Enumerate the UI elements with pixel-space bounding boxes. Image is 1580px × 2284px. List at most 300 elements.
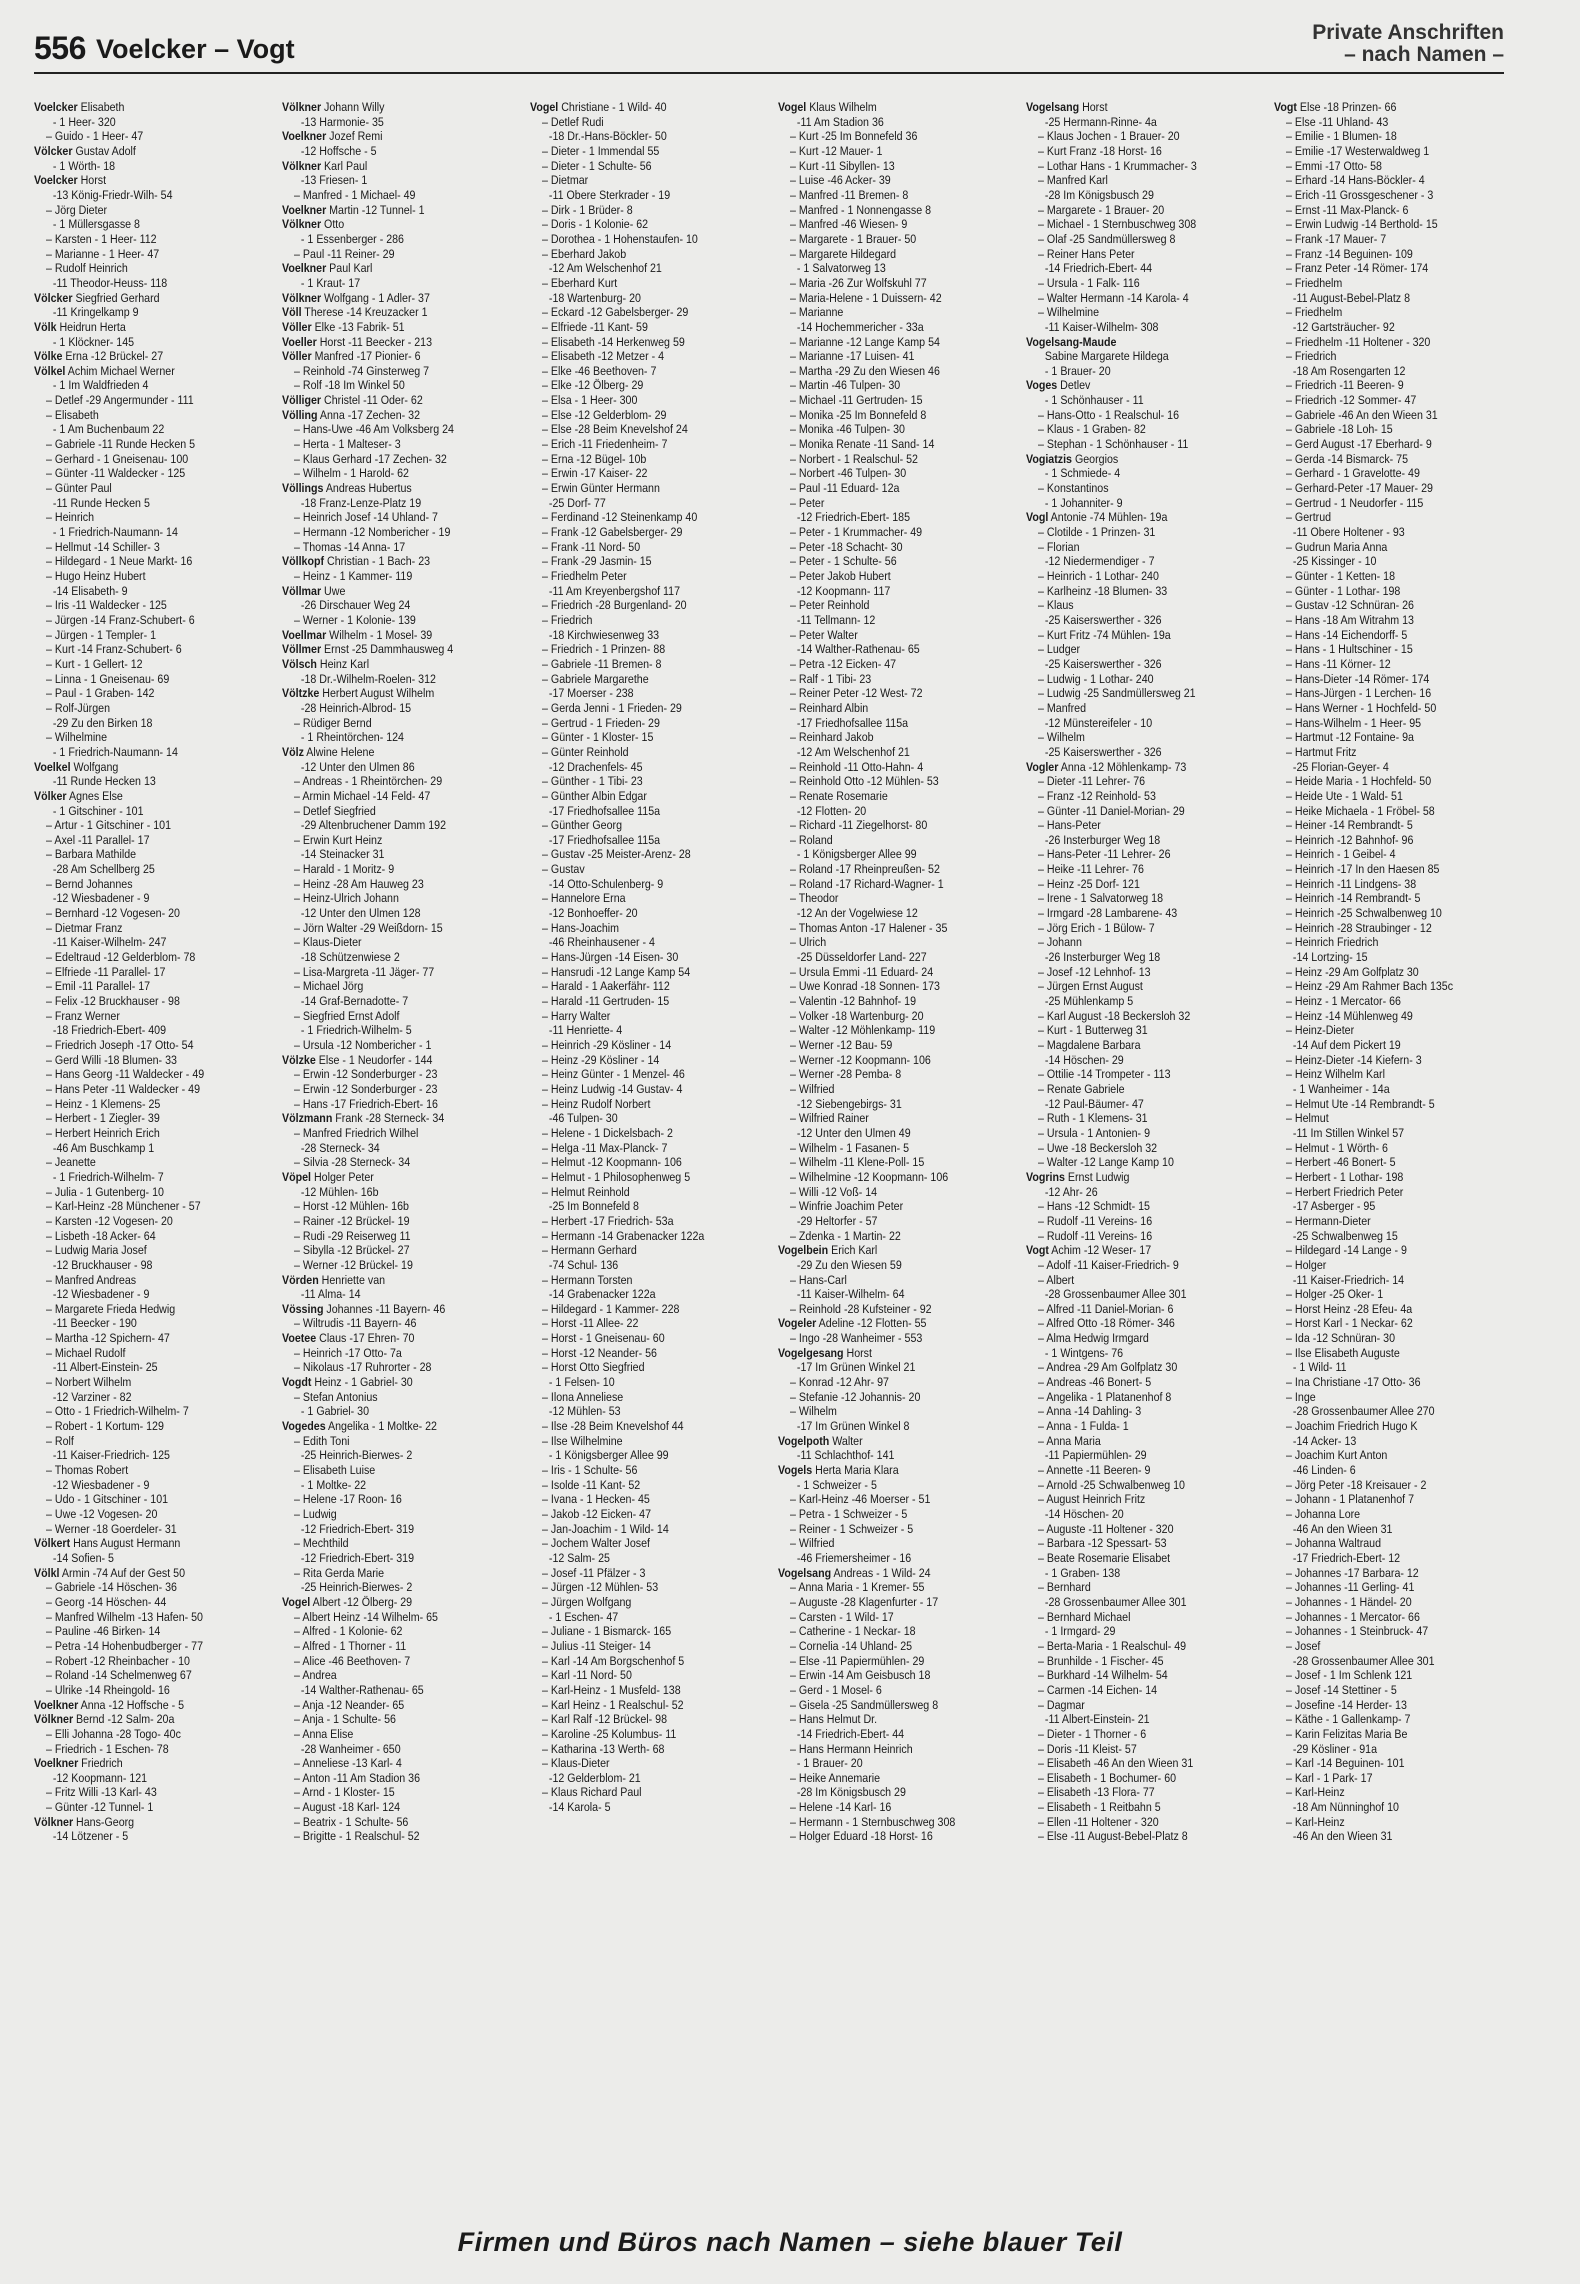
- directory-entry: [34, 1229, 270, 1244]
- directory-entry: [1026, 393, 1262, 408]
- directory-entry: [34, 1067, 270, 1082]
- directory-entry: [1026, 1199, 1262, 1214]
- entry-text: – Heinz -25 Dorf- 121: [1038, 876, 1140, 891]
- entry-surname: Völz: [282, 744, 304, 759]
- directory-entry: [778, 774, 1014, 789]
- entry-text: – Wilhelm - 1 Fasanen- 5: [790, 1140, 910, 1155]
- directory-entry: [778, 115, 1014, 130]
- entry-text: -14 Höschen- 20: [1044, 1507, 1124, 1521]
- directory-entry: [34, 496, 270, 511]
- entry-text: – Klaus Jochen - 1 Brauer- 20: [1038, 129, 1180, 144]
- entry-text: – Carsten - 1 Wild- 17: [790, 1609, 894, 1624]
- directory-entry: [34, 1243, 270, 1258]
- entry-text: - 1 Königsberger Allee 99: [548, 1448, 669, 1463]
- entry-text: – Anna Maria: [1038, 1433, 1101, 1448]
- entry-text: - 1 Müllersgasse 8: [52, 217, 140, 232]
- entry-text: -11 Albert-Einstein- 25: [52, 1360, 158, 1375]
- entry-text: – Peter: [790, 495, 825, 510]
- directory-entry: [778, 452, 1014, 467]
- entry-text: – Berta-Maria - 1 Realschul- 49: [1038, 1638, 1187, 1653]
- directory-entry: [1274, 1199, 1510, 1214]
- directory-entry: [1274, 1053, 1510, 1068]
- directory-entry: [34, 642, 270, 657]
- entry-text: – Annette -11 Beeren- 9: [1038, 1463, 1151, 1478]
- entry-text: – Käthe - 1 Gallenkamp- 7: [1286, 1712, 1411, 1727]
- directory-entry: [1274, 408, 1510, 423]
- entry-text: -12 Hoffsche - 5: [300, 143, 377, 158]
- entry-text: - 1 Gitschiner - 101: [52, 803, 144, 818]
- entry-text: – Hartmut Fritz: [1286, 744, 1357, 759]
- directory-entry: [530, 1375, 766, 1390]
- entry-text: – Karl - 1 Park- 17: [1286, 1770, 1373, 1785]
- directory-entry: [778, 1419, 1014, 1434]
- entry-text: – Bernhard -12 Vogesen- 20: [46, 906, 180, 921]
- directory-entry: [34, 994, 270, 1009]
- directory-entry: [282, 965, 518, 980]
- entry-text: – Margarete Hildegard: [790, 246, 897, 261]
- directory-entry: [1026, 1273, 1262, 1288]
- entry-text: – Stefanie -12 Johannis- 20: [790, 1389, 921, 1404]
- directory-entry: [34, 378, 270, 393]
- directory-entry: [1274, 378, 1510, 393]
- entry-text: – Dorothea - 1 Hohenstaufen- 10: [542, 231, 698, 246]
- directory-entry: [530, 159, 766, 174]
- entry-text: – Silvia -28 Sterneck- 34: [294, 1155, 411, 1170]
- directory-entry: [778, 1815, 1014, 1830]
- directory-entry: [530, 496, 766, 511]
- entry-text: -25 Im Bonnefeld 8: [548, 1199, 639, 1214]
- directory-entry: [530, 686, 766, 701]
- entry-text: - 1 Friedrich-Wilhelm- 7: [52, 1169, 164, 1184]
- entry-text: Johann Willy: [321, 100, 385, 114]
- directory-entry: [1274, 1360, 1510, 1375]
- directory-entry: [778, 862, 1014, 877]
- entry-text: – Heinrich Josef -14 Uhland- 7: [294, 510, 438, 525]
- entry-text: – Rolf -18 Im Winkel 50: [294, 378, 405, 393]
- entry-text: – Eberhard Kurt: [542, 275, 618, 290]
- entry-text: – Elisabeth Luise: [294, 1463, 376, 1478]
- directory-entry: [1274, 818, 1510, 833]
- entry-text: -17 Im Grünen Winkel 21: [796, 1360, 916, 1375]
- directory-entry: [778, 1507, 1014, 1522]
- entry-text: Anna -17 Zechen- 32: [317, 407, 421, 422]
- directory-entry: [282, 1639, 518, 1654]
- entry-text: – Jürgen Ernst August: [1038, 979, 1143, 994]
- entry-text: -14 Elisabeth- 9: [52, 583, 128, 598]
- entry-text: – Ursula -12 Nombericher - 1: [294, 1038, 432, 1052]
- directory-entry: [1274, 1566, 1510, 1581]
- directory-entry: [778, 1126, 1014, 1141]
- entry-text: Paul Karl: [326, 261, 373, 276]
- directory-entry: [778, 701, 1014, 716]
- entry-text: – Iris -11 Waldecker - 125: [46, 598, 167, 613]
- entry-text: Elke -13 Fabrik- 51: [311, 319, 405, 334]
- entry-text: – Franz -12 Reinhold- 53: [1038, 788, 1156, 803]
- entry-text: – Ina Christiane -17 Otto- 36: [1286, 1375, 1421, 1390]
- directory-entry: [1274, 1111, 1510, 1126]
- entry-text: – Hans-Peter: [1038, 818, 1101, 833]
- directory-entry: [282, 716, 518, 731]
- entry-text: -12 Bruckhauser - 98: [52, 1257, 153, 1272]
- entry-text: - 1 Friedrich-Naumann- 14: [52, 744, 178, 759]
- directory-entry: [530, 115, 766, 130]
- directory-entry: [282, 877, 518, 892]
- directory-entry: [778, 1448, 1014, 1463]
- directory-entry: [1026, 1302, 1262, 1317]
- directory-entry: [530, 1360, 766, 1375]
- entry-text: – Günther Georg: [542, 818, 623, 833]
- directory-entry: [282, 1097, 518, 1112]
- directory-entry: [34, 1273, 270, 1288]
- entry-text: – Kurt -14 Franz-Schubert- 6: [46, 642, 182, 657]
- directory-entry: [530, 1038, 766, 1053]
- entry-text: – Helmut Reinhold: [542, 1184, 630, 1199]
- directory-entry: [530, 481, 766, 496]
- entry-text: – Franz Werner: [46, 1008, 120, 1023]
- directory-entry: [34, 730, 270, 745]
- directory-entry: [34, 1316, 270, 1331]
- entry-text: – Erwin Günter Hermann: [542, 481, 660, 496]
- directory-entry: [1026, 628, 1262, 643]
- directory-entry: [34, 1771, 270, 1786]
- entry-text: Otto: [321, 217, 345, 232]
- entry-text: -17 Moerser - 238: [548, 686, 634, 701]
- entry-text: – Hermann -12 Nombericher - 19: [294, 525, 451, 540]
- entry-text: – Klaus - 1 Graben- 82: [1038, 422, 1146, 437]
- directory-entry: [530, 891, 766, 906]
- directory-entry: [778, 877, 1014, 892]
- entry-text: – Günter -11 Daniel-Morian- 29: [1038, 803, 1185, 818]
- directory-entry: [1026, 979, 1262, 994]
- directory-entry: [1274, 247, 1510, 262]
- directory-entry: [778, 173, 1014, 188]
- directory-entry: [1274, 1771, 1510, 1786]
- directory-entry: [1026, 862, 1262, 877]
- directory-entry: [34, 1698, 270, 1713]
- entry-text: -28 Grossenbaumer Allee 270: [1292, 1404, 1435, 1419]
- directory-entry: [1274, 1067, 1510, 1082]
- directory-entry: [778, 1287, 1014, 1302]
- directory-entry: [282, 1785, 518, 1800]
- directory-entry: [34, 159, 270, 174]
- directory-entry: [778, 1258, 1014, 1273]
- directory-entry: [530, 408, 766, 423]
- entry-text: – Heinrich -29 Kösliner - 14: [542, 1038, 672, 1052]
- entry-text: -28 Am Schellberg 25: [52, 862, 155, 877]
- directory-entry: [530, 613, 766, 628]
- directory-entry: [1274, 496, 1510, 511]
- entry-text: – Heinz -14 Mühlenweg 49: [1286, 1008, 1413, 1023]
- directory-entry: [778, 510, 1014, 525]
- entry-text: -14 Acker- 13: [1292, 1433, 1357, 1448]
- directory-entry: [530, 1536, 766, 1551]
- directory-entry: [778, 437, 1014, 452]
- directory-entry: [1026, 950, 1262, 965]
- directory-entry: [34, 291, 270, 306]
- entry-text: – Petra - 1 Schweizer - 5: [790, 1507, 908, 1521]
- directory-entry: [530, 1771, 766, 1786]
- directory-entry: [1026, 466, 1262, 481]
- entry-surname: Vogelsang: [778, 1565, 832, 1580]
- entry-text: – Herbert Friedrich Peter: [1286, 1184, 1404, 1199]
- directory-entry: [1274, 349, 1510, 364]
- directory-entry: [282, 686, 518, 701]
- entry-text: -17 Asberger - 95: [1292, 1199, 1376, 1214]
- entry-text: -14 Graf-Bernadotte- 7: [300, 994, 409, 1009]
- directory-entry: [282, 1141, 518, 1156]
- entry-text: – Horst -12 Mühlen- 16b: [294, 1199, 409, 1214]
- entry-text: -18 Am Rosengarten 12: [1292, 363, 1406, 378]
- entry-text: – Ludwig: [294, 1507, 337, 1521]
- directory-entry: [1274, 540, 1510, 555]
- directory-entry: [778, 1170, 1014, 1185]
- entry-text: – Ilse Wilhelmine: [542, 1433, 623, 1448]
- directory-entry: [282, 1815, 518, 1830]
- directory-entry: [1026, 1639, 1262, 1654]
- directory-entry: [530, 1463, 766, 1478]
- entry-text: – Beatrix - 1 Schulte- 56: [294, 1814, 409, 1829]
- entry-text: – Gertrud: [1286, 510, 1332, 525]
- entry-text: – Heinrich - 1 Geibel- 4: [1286, 847, 1396, 862]
- entry-text: – Stephan - 1 Schönhauser - 11: [1038, 437, 1189, 452]
- entry-text: -12 Paul-Bäumer- 47: [1044, 1096, 1144, 1111]
- entry-text: – Volker -18 Wartenburg- 20: [790, 1008, 924, 1023]
- directory-entry: [34, 1610, 270, 1625]
- directory-entry: [778, 276, 1014, 291]
- directory-entry: [282, 672, 518, 687]
- entry-text: – Renate Rosemarie: [790, 788, 888, 803]
- entry-text: – Werner - 1 Kolonie- 139: [294, 612, 416, 627]
- entry-text: – Elisabeth -12 Metzer - 4: [542, 349, 665, 364]
- directory-entry: [530, 1287, 766, 1302]
- directory-entry: [778, 1331, 1014, 1346]
- directory-entry: [282, 1009, 518, 1024]
- entry-surname: Völsch: [282, 656, 317, 671]
- entry-text: – Brunhilde - 1 Fischer- 45: [1038, 1653, 1164, 1668]
- directory-entry: [1026, 891, 1262, 906]
- directory-entry: [1026, 1610, 1262, 1625]
- entry-text: Uwe: [321, 583, 346, 598]
- directory-entry: [530, 1214, 766, 1229]
- entry-text: – Marianne: [790, 305, 844, 320]
- directory-entry: [1026, 115, 1262, 130]
- entry-text: – Rudolf -11 Vereins- 16: [1038, 1213, 1153, 1228]
- directory-entry: [1274, 554, 1510, 569]
- directory-entry: [1026, 1771, 1262, 1786]
- directory-entry: [1274, 965, 1510, 980]
- directory-entry: [1026, 1756, 1262, 1771]
- entry-text: – Karin Felizitas Maria Be: [1286, 1726, 1408, 1741]
- entry-text: Achim Michael Werner: [65, 363, 175, 378]
- entry-text: – Horst Otto Siegfried: [542, 1360, 645, 1375]
- entry-text: – Else -12 Gelderblom- 29: [542, 407, 667, 422]
- directory-entry: [34, 1463, 270, 1478]
- entry-text: Armin -74 Auf der Gest 50: [59, 1565, 186, 1580]
- directory-entry: [778, 1610, 1014, 1625]
- directory-entry: [282, 1478, 518, 1493]
- entry-text: Ernst -25 Dammhausweg 4: [321, 642, 454, 657]
- directory-entry: [778, 1229, 1014, 1244]
- directory-entry: [34, 965, 270, 980]
- entry-text: -25 Düsseldorfer Land- 227: [796, 950, 927, 965]
- directory-entry: [778, 422, 1014, 437]
- entry-text: – Inge: [1286, 1389, 1316, 1404]
- entry-text: -25 Mühlenkamp 5: [1044, 994, 1134, 1009]
- entry-text: – Hans-Wilhelm - 1 Heer- 95: [1286, 715, 1422, 730]
- entry-text: – Uwe -12 Vogesen- 20: [46, 1507, 158, 1521]
- entry-text: – Ellen -11 Holtener - 320: [1038, 1814, 1159, 1829]
- directory-entry: [34, 1214, 270, 1229]
- directory-entry: [1026, 1551, 1262, 1566]
- entry-text: -14 Friedrich-Ebert- 44: [1044, 261, 1153, 276]
- entry-surname: Vogelsang: [1026, 100, 1080, 114]
- entry-text: – Heinz-Dieter -14 Kiefern- 3: [1286, 1052, 1422, 1067]
- directory-entry: [1274, 100, 1510, 115]
- entry-text: Alwine Helene: [303, 744, 375, 759]
- directory-entry: [778, 1742, 1014, 1757]
- directory-entry: [530, 1756, 766, 1771]
- entry-text: – Erich -11 Grossgeschener - 3: [1286, 187, 1434, 202]
- directory-entry: [778, 1698, 1014, 1713]
- directory-entry: [34, 1566, 270, 1581]
- entry-text: -29 Zu den Wiesen 59: [796, 1257, 902, 1272]
- directory-entry: [1026, 1229, 1262, 1244]
- entry-text: – Hans Helmut Dr.: [790, 1712, 878, 1727]
- directory-entry: [1026, 1243, 1262, 1258]
- entry-text: – Wilfried Rainer: [790, 1111, 869, 1126]
- entry-text: Albert -12 Ölberg- 29: [310, 1594, 413, 1609]
- directory-entry: [1026, 1111, 1262, 1126]
- entry-text: – Anton -11 Am Stadion 36: [294, 1770, 421, 1785]
- entry-text: – Gerd August -17 Eberhard- 9: [1286, 437, 1432, 452]
- entry-text: – Linna - 1 Gneisenau- 69: [46, 671, 170, 686]
- entry-surname: Vogelpoth: [778, 1433, 830, 1448]
- directory-entry: [282, 1185, 518, 1200]
- entry-text: -12 An der Vogelwiese 12: [796, 906, 918, 921]
- entry-text: – Elisabeth: [46, 407, 99, 422]
- directory-entry: [778, 1009, 1014, 1024]
- directory-entry: [530, 1053, 766, 1068]
- entry-text: Elisabeth: [77, 100, 125, 114]
- entry-text: – Manfred Karl: [1038, 173, 1108, 188]
- entry-text: - 1 Salvatorweg 13: [796, 261, 886, 276]
- directory-entry: [1274, 364, 1510, 379]
- entry-text: – Reinhold -74 Ginsterweg 7: [294, 363, 430, 378]
- directory-entry: [530, 173, 766, 188]
- directory-entry: [778, 891, 1014, 906]
- directory-entry: [1026, 1712, 1262, 1727]
- entry-text: – Manfred -46 Wiesen- 9: [790, 217, 908, 232]
- entry-text: - 1 Felsen- 10: [548, 1375, 615, 1390]
- entry-text: – Emilie -17 Westerwaldweg 1: [1286, 143, 1430, 158]
- entry-text: – Herta - 1 Malteser- 3: [294, 437, 401, 452]
- directory-entry: [282, 203, 518, 218]
- entry-surname: Völker: [34, 788, 67, 803]
- entry-text: – Sibylla -12 Brückel- 27: [294, 1243, 410, 1258]
- directory-entry: [282, 1492, 518, 1507]
- directory-entry: [282, 1155, 518, 1170]
- directory-entry: [778, 1390, 1014, 1405]
- directory-entry: [282, 305, 518, 320]
- directory-entry: [1274, 276, 1510, 291]
- entry-text: -12 Unter den Ulmen 128: [300, 906, 421, 921]
- directory-entry: [530, 1522, 766, 1537]
- entry-text: – Hans-Uwe -46 Am Volksberg 24: [294, 422, 454, 437]
- directory-entry: [1274, 335, 1510, 350]
- directory-column-6: [1274, 100, 1510, 2180]
- entry-text: -14 Lötzener - 5: [52, 1829, 129, 1844]
- entry-text: -17 Im Grünen Winkel 8: [796, 1419, 910, 1434]
- entry-text: – Friedrich -11 Beeren- 9: [1286, 378, 1404, 393]
- entry-text: -46 An den Wieen 31: [1292, 1829, 1393, 1844]
- entry-text: Adeline -12 Flotten- 55: [816, 1316, 927, 1331]
- directory-entry: [1274, 466, 1510, 481]
- entry-text: – Ulrike -14 Rheingold- 16: [46, 1682, 170, 1697]
- directory-entry: [1274, 1712, 1510, 1727]
- directory-entry: [1274, 1155, 1510, 1170]
- entry-text: – Alfred Otto -18 Römer- 346: [1038, 1316, 1175, 1331]
- entry-text: Ernst Ludwig: [1064, 1169, 1130, 1184]
- directory-entry: [778, 1316, 1014, 1331]
- directory-entry: [1026, 261, 1262, 276]
- directory-entry: [34, 1668, 270, 1683]
- directory-entry: [282, 1199, 518, 1214]
- entry-text: -25 Heinrich-Bierwes- 2: [300, 1448, 413, 1463]
- entry-text: -12 Salm- 25: [548, 1550, 610, 1565]
- entry-text: – Florian: [1038, 539, 1080, 554]
- entry-text: – Helene -17 Roon- 16: [294, 1492, 402, 1507]
- entry-text: – Doris -11 Kleist- 57: [1038, 1741, 1137, 1756]
- entry-text: – Wilhelm -11 Klene-Poll- 15: [790, 1155, 925, 1170]
- entry-surname: Vogel: [778, 100, 807, 114]
- directory-entry: [530, 1654, 766, 1669]
- directory-entry: [1026, 335, 1262, 350]
- directory-entry: [1274, 1126, 1510, 1141]
- entry-text: – Roland -14 Schelmenweg 67: [46, 1668, 192, 1683]
- directory-entry: [530, 1302, 766, 1317]
- entry-surname: Vogel: [282, 1594, 311, 1609]
- entry-text: – Hans - 1 Hultschiner - 15: [1286, 642, 1413, 657]
- entry-text: – Reinhold Otto -12 Mühlen- 53: [790, 774, 939, 789]
- directory-entry: [530, 540, 766, 555]
- directory-entry: [778, 657, 1014, 672]
- directory-entry: [1026, 965, 1262, 980]
- directory-entry: [1026, 305, 1262, 320]
- entry-text: -28 Im Königsbusch 29: [796, 1785, 906, 1800]
- entry-text: – Joachim Friedrich Hugo K: [1286, 1419, 1418, 1434]
- entry-text: – Horst Karl - 1 Neckar- 62: [1286, 1316, 1413, 1331]
- entry-text: Walter: [829, 1433, 863, 1448]
- directory-entry: [34, 1434, 270, 1449]
- directory-entry: [1026, 173, 1262, 188]
- directory-entry: [1026, 144, 1262, 159]
- entry-text: – Herbert - 1 Lothar- 198: [1286, 1169, 1404, 1184]
- directory-entry: [530, 979, 766, 994]
- directory-entry: [1026, 510, 1262, 525]
- section-title-line2: – nach Namen –: [1344, 43, 1504, 66]
- entry-text: – Herbert -17 Friedrich- 53a: [542, 1213, 674, 1228]
- entry-text: -14 Karola- 5: [548, 1800, 611, 1815]
- entry-text: – Otto - 1 Friedrich-Wilhelm- 7: [46, 1404, 189, 1419]
- directory-entry: [1274, 686, 1510, 701]
- directory-entry: [1274, 935, 1510, 950]
- entry-text: – Jeanette: [46, 1155, 96, 1170]
- directory-entry: [1026, 1829, 1262, 1844]
- directory-entry: [1026, 496, 1262, 511]
- directory-entry: [282, 378, 518, 393]
- entry-text: -18 Dr.-Hans-Böckler- 50: [548, 129, 667, 144]
- directory-entry: [1026, 320, 1262, 335]
